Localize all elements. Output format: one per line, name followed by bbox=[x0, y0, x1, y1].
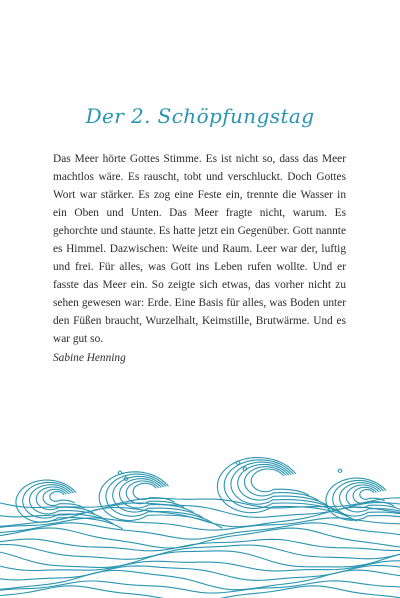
wave-crest bbox=[120, 479, 194, 513]
author-name: Sabine Henning bbox=[53, 352, 126, 364]
wave-illustration bbox=[0, 455, 400, 598]
wave-line bbox=[0, 551, 400, 568]
wave-crest bbox=[30, 485, 104, 519]
body-text: Das Meer hörte Gottes Stimme. Es ist nicht so, dass das Meer machtlos wäre. Es rauscht, tobt und verschluckt. Doch Gottes Wort war stärker. Es zog eine Feste ein, trennte die Wasser in ein Oben und Unten. Das Meer fragte nicht, warum. Es gehorchte und staunte. Es hatte jetzt ein Gegenüber. Gott nannte es Himmel. Dazwischen: Weite und Raum. Leer war der, luftig und frei. Für alles, was Gott ins Leben rufen wollte. Und er fasste das Meer ein. So zeigte sich etwas, das vorher nicht zu sehen gewesen war: Erde. Eine Basis für alles, was Boden unter den Füßen braucht, Wurzelhalt, Keimstille, Brutwärme. Und es war gut so. bbox=[53, 153, 346, 345]
wave-line bbox=[0, 566, 400, 581]
spray-drop bbox=[236, 461, 240, 465]
wave-crest bbox=[251, 469, 308, 495]
wave-line bbox=[0, 528, 400, 548]
wave-line bbox=[0, 523, 400, 539]
wave-line bbox=[0, 503, 400, 518]
spray-drop bbox=[243, 467, 247, 471]
wave-crest bbox=[245, 467, 319, 501]
wave-line bbox=[0, 545, 400, 560]
wave-line bbox=[0, 539, 400, 551]
spray-drop bbox=[118, 471, 122, 475]
chapter-heading: Der 2. Schöpfungstag bbox=[85, 104, 315, 128]
wave-crest bbox=[99, 472, 222, 528]
wave-crest bbox=[43, 489, 84, 508]
spray-drop bbox=[338, 469, 342, 473]
